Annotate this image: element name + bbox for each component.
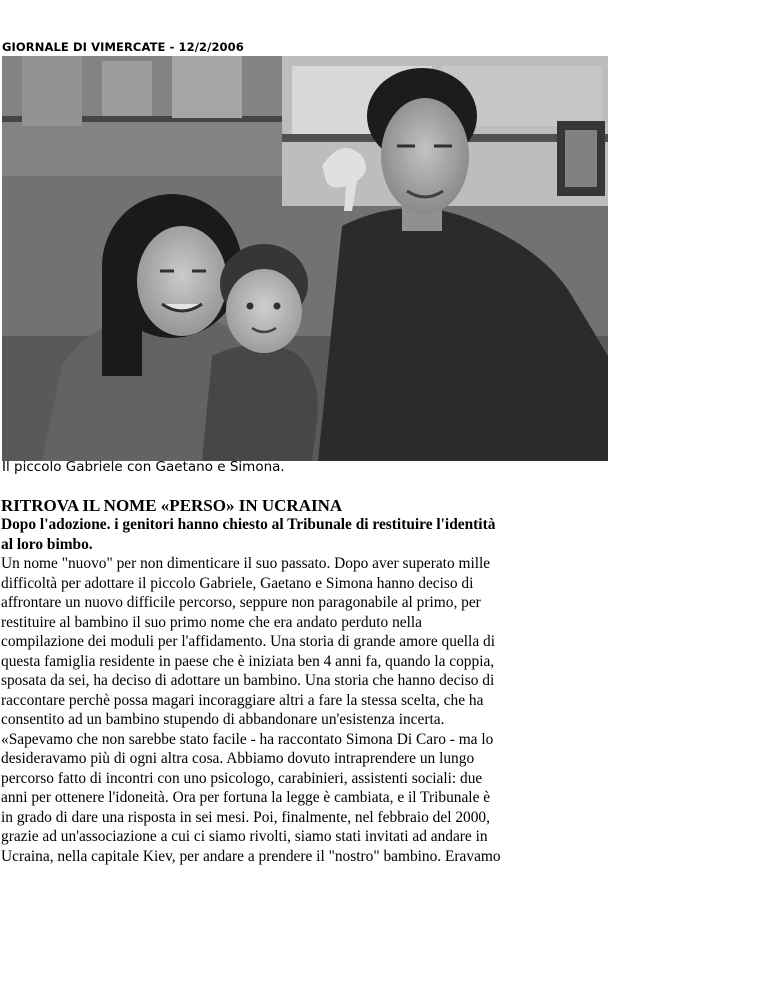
body-line: consentito ad un bambino stupendo di abbandonare un'esistenza incerta.: [1, 711, 445, 728]
body-line: difficoltà per adottare il piccolo Gabriele, Gaetano e Simona hanno deciso di: [1, 574, 474, 592]
body-line: restituire al bambino il suo primo nome che era andato perduto nella: [1, 613, 422, 631]
newspaper-source: GIORNALE DI VIMERCATE - 12/2/2006: [2, 40, 244, 54]
body-line: «Sapevamo che non sarebbe stato facile - ha raccontato Simona Di Caro - ma lo: [1, 730, 494, 748]
body-line: sposata da sei, ha deciso di adottare un bambino. Una storia che hanno deciso di: [1, 672, 495, 689]
body-line: compilazione dei moduli per l'affidamento. Una storia di grande amore quella di: [1, 633, 495, 650]
body-line: anni per ottenere l'idoneità. Ora per fortuna la legge è cambiata, e il Tribunale è: [1, 789, 491, 806]
article-headline: RITROVA IL NOME «PERSO» IN UCRAINA: [1, 496, 343, 515]
photo-caption: Il piccolo Gabriele con Gaetano e Simona.: [2, 459, 285, 475]
article: [1, 496, 611, 866]
body-line: Ucraina, nella capitale Kiev, per andare a prendere il "nostro" bambino. Eravamo: [1, 847, 501, 865]
article-subheadline: [1, 515, 611, 554]
body-line: percorso fatto di incontri con uno psicologo, carabinieri, assistenti sociali: due: [1, 769, 483, 787]
subheadline-line: Dopo l'adozione. i genitori hanno chiesto al Tribunale di restituire l'identità: [1, 516, 496, 533]
body-line: in grado di dare una risposta in sei mesi. Poi, finalmente, nel febbraio del 2000,: [1, 808, 490, 826]
body-line: affrontare un nuovo difficile percorso, seppure non paragonabile al primo, per: [1, 594, 481, 611]
body-line: desideravamo più di ogni altra cosa. Abbiamo dovuto intraprendere un lungo: [1, 750, 475, 767]
article-body: [1, 554, 611, 866]
body-line: questa famiglia residente in paese che è iniziata ben 4 anni fa, quando la coppia,: [1, 652, 495, 670]
subheadline-line: al loro bimbo.: [1, 535, 93, 553]
body-line: grazie ad un'associazione a cui ci siamo rivolti, siamo stati invitati ad andare in: [1, 828, 488, 845]
family-photo: [2, 56, 608, 461]
family-photo-illustration: [2, 56, 608, 461]
body-line: Un nome "nuovo" per non dimenticare il suo passato. Dopo aver superato mille: [1, 555, 491, 572]
body-line: raccontare perchè possa magari incoraggiare altri a fare la stessa scelta, che ha: [1, 691, 484, 709]
